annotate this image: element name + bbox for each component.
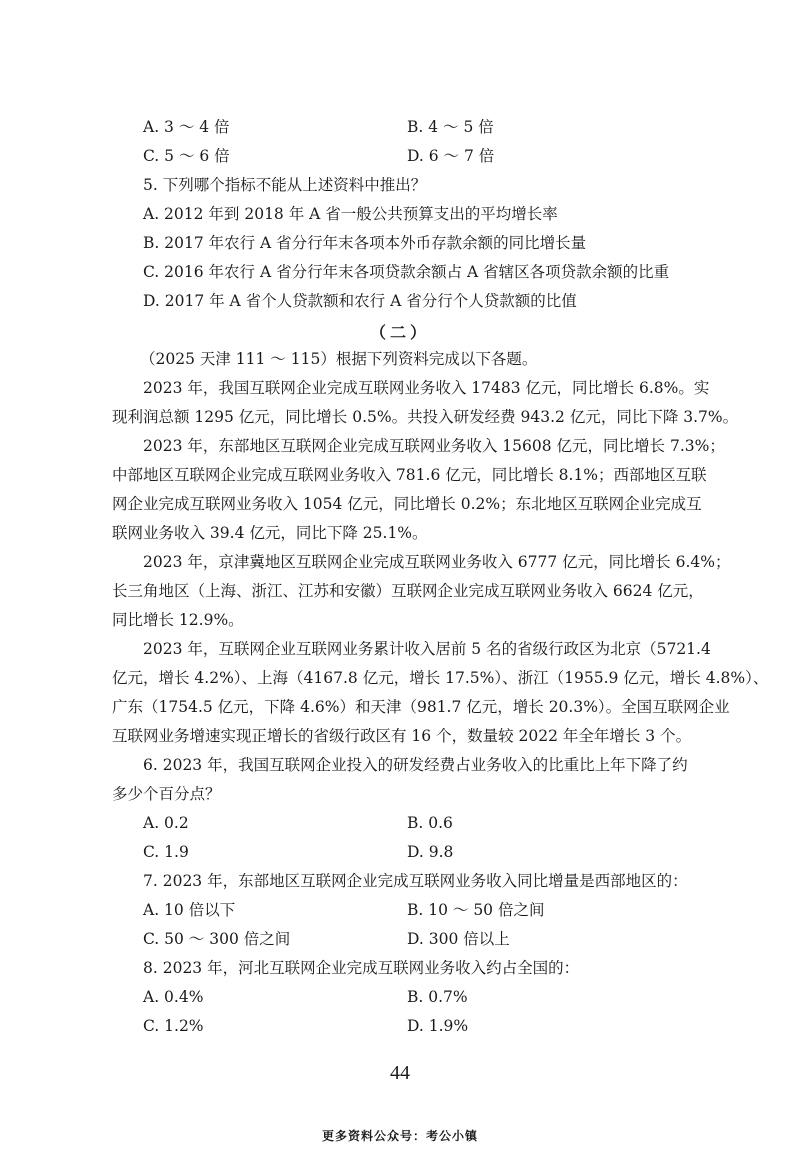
material-p1-line2: 现利润总额 1295 亿元，同比增长 0.5%。共投入研发经费 943.2 亿元，同比下降 3.7%。 [112,408,739,426]
question-7-option-c: C. 50 ～ 300 倍之间 [143,930,291,948]
option-d: D. 6 ～ 7 倍 [407,147,495,165]
question-7-option-d: D. 300 倍以上 [407,930,510,948]
question-5-option-c: C. 2016 年农行 A 省分行年末各项贷款余额占 A 省辖区各项贷款余额的比重 [143,263,670,281]
material-intro: （2025 天津 111 ～ 115）根据下列资料完成以下各题。 [140,350,538,368]
material-p3-line3: 同比增长 12.9%。 [112,611,244,629]
material-p4-line3: 广东（1754.5 亿元，下降 4.6%）和天津（981.7 亿元，增长 20.3%）。全国互联网企业 [112,698,730,716]
material-p4-line1: 2023 年，互联网企业互联网业务累计收入居前 5 名的省级行政区为北京（5721.4 [143,640,711,658]
option-a: A. 3 ～ 4 倍 [143,118,230,136]
option-b: B. 4 ～ 5 倍 [407,118,494,136]
section-title: （二） [369,323,430,342]
question-7-stem: 7. 2023 年，东部地区互联网企业完成互联网业务收入同比增量是西部地区的： [143,872,688,890]
question-5-option-a: A. 2012 年到 2018 年 A 省一般公共预算支出的平均增长率 [143,205,558,223]
page-number: 44 [390,1062,410,1084]
question-7-option-a: A. 10 倍以下 [143,901,236,919]
option-c: C. 5 ～ 6 倍 [143,147,230,165]
question-8-option-d: D. 1.9% [407,1017,469,1035]
question-6-option-b: B. 0.6 [407,814,453,832]
footer-watermark: 更多资料公众号：考公小镇 [321,1129,478,1143]
question-8-stem: 8. 2023 年，河北互联网企业完成互联网业务收入约占全国的： [143,959,580,977]
question-7-option-b: B. 10 ～ 50 倍之间 [407,901,545,919]
material-p2-line2: 中部地区互联网企业完成互联网业务收入 781.6 亿元，同比增长 8.1%；西部地区互联 [112,466,707,484]
question-5-option-d: D. 2017 年 A 省个人贷款额和农行 A 省分行个人贷款额的比值 [143,292,577,310]
question-8-option-a: A. 0.4% [143,988,204,1006]
question-5-option-b: B. 2017 年农行 A 省分行年末各项本外币存款余额的同比增长量 [143,234,587,252]
material-p3-line1: 2023 年，京津冀地区互联网企业完成互联网业务收入 6777 亿元，同比增长 6.4%； [143,553,731,571]
question-8-option-c: C. 1.2% [143,1017,204,1035]
question-6-option-d: D. 9.8 [407,843,454,861]
material-p3-line2: 长三角地区（上海、浙江、江苏和安徽）互联网企业完成互联网业务收入 6624 亿元， [112,582,704,600]
material-p2-line1: 2023 年，东部地区互联网企业完成互联网业务收入 15608 亿元，同比增长 7.3%； [143,437,725,455]
material-p2-line3: 网企业完成互联网业务收入 1054 亿元，同比增长 0.2%；东北地区互联网企业完成互 [112,495,702,513]
material-p1-line1: 2023 年，我国互联网企业完成互联网业务收入 17483 亿元，同比增长 6.8%。实 [143,379,710,397]
material-p4-line4: 互联网业务增速实现正增长的省级行政区有 16 个，数量较 2022 年全年增长 3 个。 [112,727,692,745]
question-8-option-b: B. 0.7% [407,988,468,1006]
question-6-option-c: C. 1.9 [143,843,189,861]
question-5-stem: 5. 下列哪个指标不能从上述资料中推出？ [143,176,427,194]
question-6-stem-line1: 6. 2023 年，我国互联网企业投入的研发经费占业务收入的比重比上年下降了约 [143,756,688,774]
material-p2-line4: 联网业务收入 39.4 亿元，同比下降 25.1%。 [112,524,428,542]
question-6-option-a: A. 0.2 [143,814,189,832]
question-6-stem-line2: 多少个百分点？ [112,785,221,803]
material-p4-line2: 亿元，增长 4.2%）、上海（4167.8 亿元，增长 17.5%）、浙江（1955.9 亿元，增长 4.8%）、 [112,669,769,687]
